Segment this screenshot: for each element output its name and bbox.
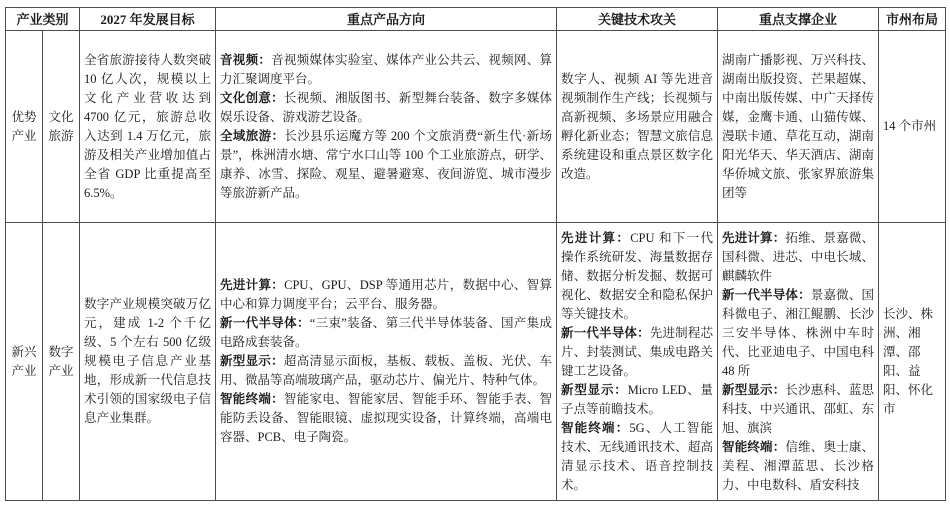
tech-text: Micro LED、量子点等前瞻技术。 <box>561 382 714 416</box>
enterprise-label: 新型显示： <box>722 382 786 397</box>
header-key-enterprises: 重点支撑企业 <box>718 8 879 31</box>
header-key-tech: 关键技术攻关 <box>557 8 718 31</box>
tech-text: 5G、人工智能技术、无线通讯技术、超高清显示技术、语音控制技术。 <box>561 420 714 492</box>
product-text: “三束”装备、第三代半导体装备、国产集成电路成套装备。 <box>220 316 552 349</box>
tech-line <box>561 381 713 419</box>
enterprise-line <box>722 438 874 495</box>
product-line <box>220 314 552 352</box>
product-line <box>220 390 552 447</box>
product-line <box>220 89 552 127</box>
product-text: CPU、GPU、DSP 等通用芯片，数据中心、智算中心和算力调度平台；云平台、服务器。 <box>220 278 552 311</box>
table-row-digital-industry <box>6 223 946 501</box>
product-line <box>220 127 552 203</box>
cell-category: 新兴产业 <box>6 223 43 501</box>
tech-text: 数字人、视频 AI 等先进音视频制作生产线；长视频与高新视频、多场景应用融合孵化新业态；智慧文旅信息系统建设和重点景区数字化改造。 <box>561 71 714 181</box>
enterprise-text: 信维、奥士康、美程、湘潭蓝思、长沙格力、中电数科、盾安科技 <box>722 439 875 492</box>
product-label: 文化创意： <box>220 90 284 105</box>
enterprise-line <box>722 381 874 438</box>
enterprise-line <box>722 229 874 286</box>
enterprise-text: 拓维、景嘉微、国科微、进芯、中电长城、麒麟软件 <box>722 230 875 283</box>
enterprise-line <box>722 51 874 203</box>
enterprise-label: 新一代半导体： <box>722 287 811 302</box>
product-text: 智能家电、智能家居、智能手环、智能手表、智能防丢设备、智能眼镜、虚拟现实设备，计算终端，高端电容器、PCB、电子陶瓷。 <box>220 392 553 444</box>
tech-line <box>561 324 713 381</box>
table-header-row <box>6 8 946 31</box>
product-label: 全域旅游： <box>220 128 285 143</box>
cell-products <box>216 223 557 501</box>
enterprise-text: 景嘉微、国科微电子、湘江鲲鹏、长沙三安半导体、株洲中车时代、比亚迪电子、中国电科 48 所 <box>722 287 875 378</box>
enterprise-text: 湖南广播影视、万兴科技、湖南出版投资、芒果超媒、中南出版传媒、中广天择传媒，金鹰卡通、山猫传媒、漫联卡通、草花互动，湖南阳光华天、华天酒店、湖南华侨城文旅、张家界旅游集团等 <box>722 52 875 200</box>
cell-city-layout: 14 个市州 <box>879 31 946 223</box>
cell-category: 优势产业 <box>6 31 43 223</box>
cell-tech <box>557 31 718 223</box>
tech-line <box>561 419 713 495</box>
cell-enterprises <box>718 31 879 223</box>
tech-label: 新一代半导体： <box>561 325 650 340</box>
tech-line <box>561 229 713 324</box>
cell-subcategory: 文化旅游 <box>43 31 80 223</box>
tech-label: 先进计算： <box>561 230 631 245</box>
product-label: 新一代半导体： <box>220 316 310 330</box>
cell-subcategory: 数字产业 <box>43 223 80 501</box>
product-text: 长视频、湘版图书、新型舞台装备、数字多媒体娱乐设备、游戏游艺设备。 <box>220 90 552 124</box>
cell-products <box>216 31 557 223</box>
product-text: 音视频媒体实验室、媒体产业公共云、视频网、算力汇聚调度平台。 <box>220 52 552 86</box>
header-key-products: 重点产品方向 <box>216 8 557 31</box>
cell-goal: 数字产业规模突破万亿元，建成 1-2 个千亿级、5 个左右 500 亿级规模电子信息产业基地，形成新一代信息技术引领的国家级电子信息产业集群。 <box>80 223 216 501</box>
cell-goal: 全省旅游接待人数突破 10 亿人次，规模以上文化产业营收达到 4700 亿元，旅游总收入达到 1.4 万亿元，旅游及相关产业增加值占全省 GDP 比重提高至 6.5%。 <box>80 31 216 223</box>
enterprise-text: 长沙惠科、蓝思科技、中兴通讯、邵虹、东旭、旗滨 <box>722 382 875 435</box>
header-2027-goal: 2027 年发展目标 <box>80 8 216 31</box>
cell-enterprises <box>718 223 879 501</box>
enterprise-line <box>722 286 874 381</box>
header-industry-category: 产业类别 <box>6 8 80 31</box>
header-city-layout: 市州布局 <box>879 8 946 31</box>
product-text: 超高清显示面板，基板、载板、盖板、光伏、车用、微晶等高端玻璃产品，驱动芯片、偏光片、特种气体。 <box>220 354 552 387</box>
tech-label: 新型显示： <box>561 382 628 397</box>
product-line <box>220 51 552 89</box>
product-line <box>220 352 552 390</box>
product-label: 先进计算： <box>220 278 285 292</box>
enterprise-label: 先进计算： <box>722 230 786 245</box>
industry-planning-table <box>5 7 946 501</box>
product-label: 智能终端： <box>220 392 284 406</box>
cell-tech <box>557 223 718 501</box>
tech-line <box>561 70 713 184</box>
enterprise-label: 智能终端： <box>722 439 786 454</box>
tech-label: 智能终端： <box>561 420 630 435</box>
product-line <box>220 276 552 314</box>
product-label: 音视频： <box>220 52 272 67</box>
tech-text: 先进制程芯片、封装测试、集成电路关键工艺设备。 <box>561 325 714 378</box>
product-label: 新型显示： <box>220 354 284 368</box>
tech-text: CPU 和下一代操作系统研发、海量数据存储、数据分析发掘、数据可视化、数据安全和隐私保护等关键技术。 <box>561 230 714 321</box>
product-text: 长沙县乐运魔方等 200 个文旅消费“新生代·新场景”，株洲清水塘、常宁水口山等 100 个工业旅游点，研学、康养、冰雪、探险、观星、避暑避寒、夜间游览、城市漫步等旅游新产品。 <box>220 128 553 200</box>
table-row-culture-tourism <box>6 31 946 223</box>
cell-city-layout: 长沙、株洲、湘潭、邵阳、益阳、怀化市 <box>879 223 946 501</box>
